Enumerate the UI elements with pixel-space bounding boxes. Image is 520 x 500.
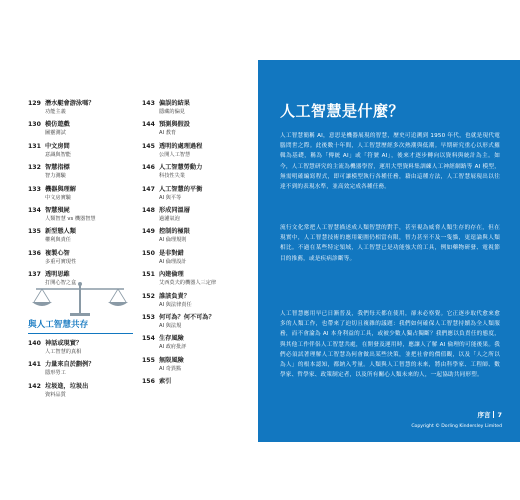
- toc-title: 智慧殞屍: [45, 206, 70, 214]
- section-title: 與人工智慧共存: [28, 318, 133, 334]
- toc-entry-heading: [28, 382, 133, 391]
- toc-subtitle: AI 倫理設計: [159, 258, 187, 265]
- paragraph-1: 人工智慧簡稱 AI，意思是機器展現的智慧，歷史可追溯到 1950 年代，也就是現代電腦問世之際。此後數十年間，人工智慧歷經多次熱潮與低潮。早期研究重心以形式羅輯為基礎，稱為「傳統 AI」或「符號 AI」，後來才逐步轉向以資料與統計為主。如今，人工智慧研究的主流為機器學習，運用大型資料集訓練人工神經網路等 AI 模型，無需明確編寫程式，即可讓模型執行各種任務，藉由這種方法，人工智慧展現出以往達不到的表現水準，並高效完成各種任務。: [280, 133, 500, 191]
- toc-title: 透明的處理過程: [159, 142, 203, 150]
- toc-entry-heading: [142, 206, 252, 215]
- toc-title: 何可為？何不可為？: [159, 313, 215, 321]
- toc-title: 是非對錯: [159, 249, 184, 257]
- toc-page-number: 154: [142, 335, 155, 343]
- paragraph-2: 流行文化常把人工智慧描述成人類智慧的對手，甚至視為威脅人類生存的存在，但在現實中，人工智慧技術的應用範圍仍相當有限，智力甚至不及一隻貓，更遑論與人類相比。不過在某些特定領域，人工智慧已是功能強大的工具，例如藥物研發、電視節目的推薦，或是疾病診斷等。: [280, 225, 500, 262]
- toc-subtitle: 隱形勞工: [45, 370, 66, 377]
- toc-page-number: 132: [28, 164, 41, 172]
- toc-page-number: 148: [142, 206, 155, 214]
- toc-page-number: 143: [142, 100, 155, 107]
- toc-page-number: 141: [28, 361, 41, 369]
- paragraph-3: 人工智慧應用早已日漸普及，我們每天都在使用，卻未必察覺。它正逐步取代愈來愈多的人類工作，也帶來了迫切且複雜的議題：我們如何確保人工智慧持續為全人類服務，而不會淪為 AI 本身利益的工具，或被少數人獨占獨斷？我們應以負責任的態度，與其他工作伴侶人工智慧共處，在開發及運用時，應讓人了解 AI 倫理的可能後果。我們必須試著理解人工智慧為何會做出某些決策，並把社會的價值觀，以及「人之所以為人」的根本認知，都納入考量。人類與人工智慧的未來，將由科學家、工程師、數學家、哲學家、政策制定者，以及所有關心人類未來的人，一起協助共同形塑。: [280, 311, 500, 379]
- balance-scale-icon: [28, 280, 133, 318]
- toc-page-number: 135: [28, 228, 41, 236]
- toc-page-number: 155: [142, 356, 155, 364]
- toc-column-2: [142, 99, 252, 389]
- toc-subtitle: 多重可實現性: [45, 258, 77, 265]
- toc-title: 索引: [159, 378, 172, 386]
- toc-entry-heading: [28, 339, 133, 348]
- toc-title: 新型態人類: [45, 228, 76, 236]
- toc-entry: [142, 206, 252, 227]
- toc-entry-heading: [28, 120, 133, 129]
- toc-entry: [28, 206, 133, 227]
- toc-page-number: 145: [142, 142, 155, 150]
- toc-entry-heading: [142, 99, 252, 108]
- toc-entry-heading: [28, 142, 133, 151]
- toc-entry: [28, 339, 133, 360]
- toc-entry-heading: [28, 163, 133, 172]
- toc-entry: [142, 377, 252, 389]
- toc-subtitle: 艾西莫夫的機器人三定律: [159, 280, 217, 287]
- toc-entry-heading: [142, 313, 252, 322]
- toc-entry: [28, 185, 133, 206]
- toc-page-number: 129: [28, 100, 41, 107]
- toc-entry-heading: [142, 142, 252, 151]
- toc-title: 生存風險: [159, 335, 184, 343]
- toc-entry-heading: [28, 185, 133, 194]
- toc-title: 控制的極限: [159, 228, 190, 236]
- folio-label: 序言: [477, 411, 491, 419]
- toc-subtitle: 人工智慧的真相: [45, 349, 82, 355]
- toc-subtitle: 科技性失業: [159, 173, 185, 180]
- toc-title: 神話或現實？: [45, 340, 83, 347]
- toc-title: 誰該負責？: [159, 292, 190, 300]
- toc-page-number: 153: [142, 313, 155, 321]
- toc-subtitle: AI 奇異點: [159, 365, 182, 372]
- toc-subtitle: 中文房實驗: [45, 194, 71, 201]
- toc-entry-heading: [142, 334, 252, 343]
- toc-entry: [142, 334, 252, 355]
- toc-entry: [142, 99, 252, 120]
- toc-subtitle: 意識與智能: [45, 151, 71, 158]
- toc-entry-heading: [28, 360, 133, 369]
- toc-entry-heading: [142, 227, 252, 236]
- toc-title: 人工智慧勞動力: [159, 164, 203, 172]
- toc-title: 潛水艇會游泳嗎？: [45, 100, 95, 107]
- toc-subtitle: 圖靈測試: [45, 130, 66, 137]
- folio: [477, 410, 502, 419]
- folio-divider: [493, 411, 494, 418]
- toc-subtitle: AI 與平等: [159, 194, 182, 201]
- toc-subtitle: 人類智慧 vs 機器智慧: [45, 215, 96, 222]
- toc-page-number: 152: [142, 292, 155, 300]
- toc-entry: [28, 142, 133, 163]
- toc-entry: [142, 185, 252, 206]
- toc-subtitle: 過濾氣泡: [159, 215, 180, 222]
- toc-entry: [28, 227, 133, 248]
- toc-entry: [142, 292, 252, 313]
- toc-page-number: 130: [28, 121, 41, 129]
- toc-entry: [142, 163, 252, 184]
- toc-title: 透明思維: [45, 271, 70, 279]
- toc-entry: [28, 163, 133, 184]
- page-number: 7: [497, 411, 502, 419]
- right-page: [258, 60, 520, 442]
- toc-subtitle: AI 與法律責任: [159, 301, 192, 308]
- toc-entry: [28, 120, 133, 141]
- toc-entry-heading: [142, 377, 252, 386]
- toc-entry-heading: [28, 99, 133, 108]
- toc-entry-heading: [142, 249, 252, 258]
- toc-column-1: [28, 99, 133, 292]
- toc-page-number: 133: [28, 185, 41, 193]
- toc-entry-heading: [142, 292, 252, 301]
- toc-entry: [142, 227, 252, 248]
- toc-subtitle: AI 與法規: [159, 322, 182, 329]
- toc-title: 複製心智: [45, 249, 70, 257]
- toc-page-number: 137: [28, 271, 41, 279]
- toc-entry: [142, 120, 252, 141]
- toc-title: 機器與理解: [45, 185, 76, 193]
- toc-entry: [142, 270, 252, 291]
- section-list: [28, 339, 133, 403]
- toc-subtitle: AI 政府批評: [159, 344, 187, 351]
- toc-entry: [28, 99, 133, 120]
- toc-entry-heading: [28, 227, 133, 236]
- toc-page-number: 134: [28, 206, 41, 214]
- toc-entry-heading: [142, 120, 252, 129]
- toc-subtitle: AI 教育: [159, 130, 177, 137]
- toc-title: 無限風險: [159, 356, 184, 364]
- toc-entry-heading: [142, 163, 252, 172]
- toc-entry: [28, 382, 133, 403]
- toc-title: 形成同溫層: [159, 206, 190, 214]
- toc-entry-heading: [142, 270, 252, 279]
- toc-entry-heading: [28, 270, 133, 279]
- toc-subtitle: 打開心智之盒: [45, 280, 77, 287]
- toc-subtitle: 公開人工智慧: [159, 151, 191, 158]
- toc-title: 智慧指標: [45, 164, 70, 172]
- toc-title: 模仿遊戲: [45, 121, 70, 129]
- toc-entry-heading: [28, 206, 133, 215]
- toc-page-number: 144: [142, 121, 155, 129]
- copyright: Copyright © Dorling Kindersley Limited: [411, 424, 502, 429]
- toc-page-number: 151: [142, 271, 155, 279]
- toc-entry: [142, 356, 252, 377]
- toc-title: 內建倫理: [159, 271, 184, 279]
- left-page: [0, 0, 258, 500]
- toc-title: 預測與假設: [159, 121, 190, 129]
- toc-entry: [142, 142, 252, 163]
- toc-page-number: 140: [28, 340, 41, 347]
- toc-page-number: 131: [28, 142, 41, 150]
- toc-subtitle: 資料品質: [45, 391, 66, 398]
- toc-title: 垃圾進，垃圾出: [45, 382, 89, 390]
- toc-subtitle: 權利與責任: [45, 237, 71, 244]
- toc-entry: [142, 313, 252, 334]
- toc-entry: [142, 249, 252, 270]
- toc-subtitle: 功能主義: [45, 109, 66, 115]
- toc-subtitle: 智力測驗: [45, 173, 66, 180]
- toc-entry-heading: [142, 185, 252, 194]
- toc-entry-heading: [28, 249, 133, 258]
- toc-page-number: 150: [142, 249, 155, 257]
- toc-page-number: 149: [142, 228, 155, 236]
- toc-subtitle: AI 倫理規則: [159, 237, 187, 244]
- toc-entry-heading: [142, 356, 252, 365]
- toc-entry: [28, 360, 133, 381]
- toc-page-number: 146: [142, 164, 155, 172]
- toc-page-number: 147: [142, 185, 155, 193]
- toc-page-number: 142: [28, 382, 41, 390]
- toc-title: 力量來自於劃例？: [45, 361, 95, 369]
- toc-subtitle: 隱藏的偏見: [159, 109, 185, 115]
- toc-entry: [28, 249, 133, 270]
- toc-title: 偏誤的結果: [159, 100, 190, 107]
- toc-page-number: 156: [142, 378, 155, 386]
- page-title: 人工智慧是什麼？: [280, 102, 405, 120]
- toc-title: 人工智慧的平衡: [159, 185, 203, 193]
- toc-page-number: 136: [28, 249, 41, 257]
- toc-title: 中文房間: [45, 142, 70, 150]
